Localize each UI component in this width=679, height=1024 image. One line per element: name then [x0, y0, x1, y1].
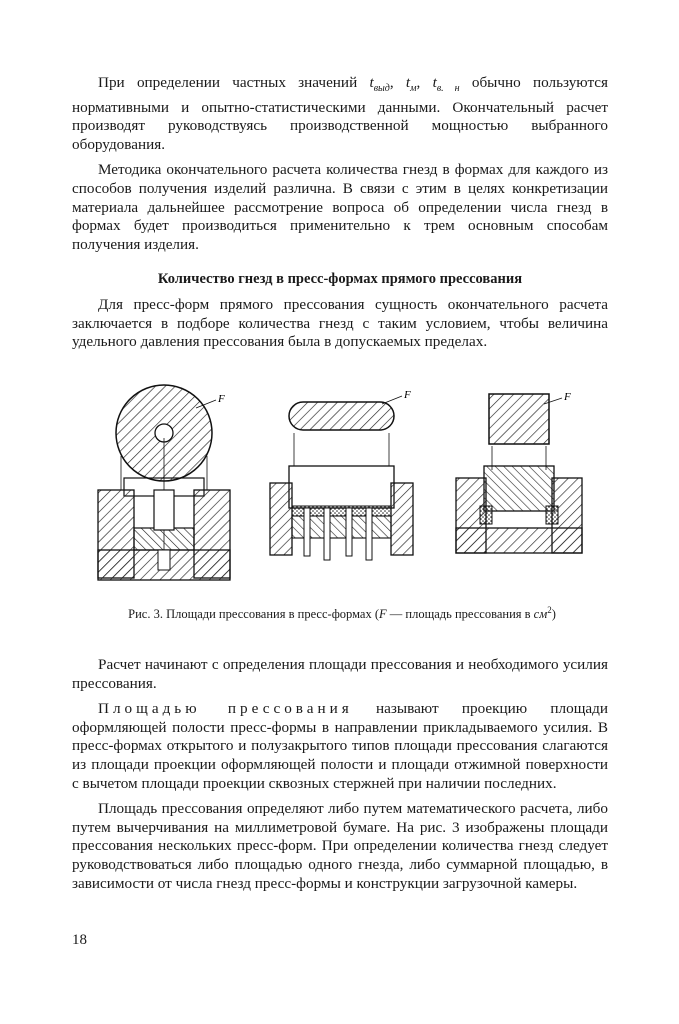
mold-semi-closed [456, 391, 582, 553]
section-paragraph-1: Для пресс-форм прямого прессования сущность окончательного расчета заключается в подборе количества гнезд с таким условием, чтобы величина удельного давления прессования была в допускаемых пределах. [72, 296, 608, 351]
body-text [72, 656, 608, 893]
figure-press-molds [84, 378, 600, 596]
mold-multi-cavity [270, 389, 413, 560]
body-paragraph-1: Расчет начинают с определения площади прессования и необходимого усилия прессования. [72, 656, 608, 692]
page-number: 18 [72, 932, 87, 948]
intro-text [72, 74, 608, 254]
section-text [72, 296, 608, 352]
term-press-area: Площадью прессования [98, 700, 353, 718]
figure-caption: Рис. 3. Площади прессования в пресс-формах (F — площадь прессования в $см^2$) [128, 605, 556, 622]
body-paragraph-3: Площадь прессования определяют либо путем математического расчета, либо путем вычерчивания на миллиметровой бумаге. На рис. 3 изображены площади прессования нескольких пресс-форм. При определении количества гнезд следует руководствоваться либо площадью одного гнезда, либо суммарной площадью, в зависимости от числа гнезд пресс-формы и конструкции загрузочной камеры. [72, 800, 608, 892]
section-heading: Количество гнезд в пресс-формах прямого прессования [157, 271, 523, 287]
press-area-rect [489, 394, 549, 444]
intro-paragraph-2: Методика окончательного расчета количества гнезд в формах для каждого из способов получения изделий различна. В связи с этим в целях конкретизации материала дальнейшее рассмотрение вопроса об определении числа гнезд в формах будет производиться применительно к трем основным способам получения изделия. [72, 161, 608, 253]
mold-round-cavity [98, 385, 230, 580]
label-f-3: F [564, 391, 571, 403]
press-area-slot [289, 402, 394, 430]
label-f-2: F [404, 389, 411, 401]
intro-paragraph-1: При определении частных значений $t_{выд}$, $t_м$, $t_{в. н}$ обычно пользуются нормативными и опытно-статистическими данными. Окончательный расчет производят руководствуясь производственной мощностью выбранного оборудования. [72, 74, 609, 153]
body-paragraph-2: Площадью прессования называют проекцию площади оформляющей полости пресс-формы в направлении прикладываемого усилия. В пресс-формах открытого и полузакрытого типов площади прессования слагаются из площади проекции оформляющей полости и площади отжимной поверхности с вычетом площади проекции сквозных стержней при наличии последних. [72, 700, 608, 792]
label-f-1: F [218, 393, 225, 405]
